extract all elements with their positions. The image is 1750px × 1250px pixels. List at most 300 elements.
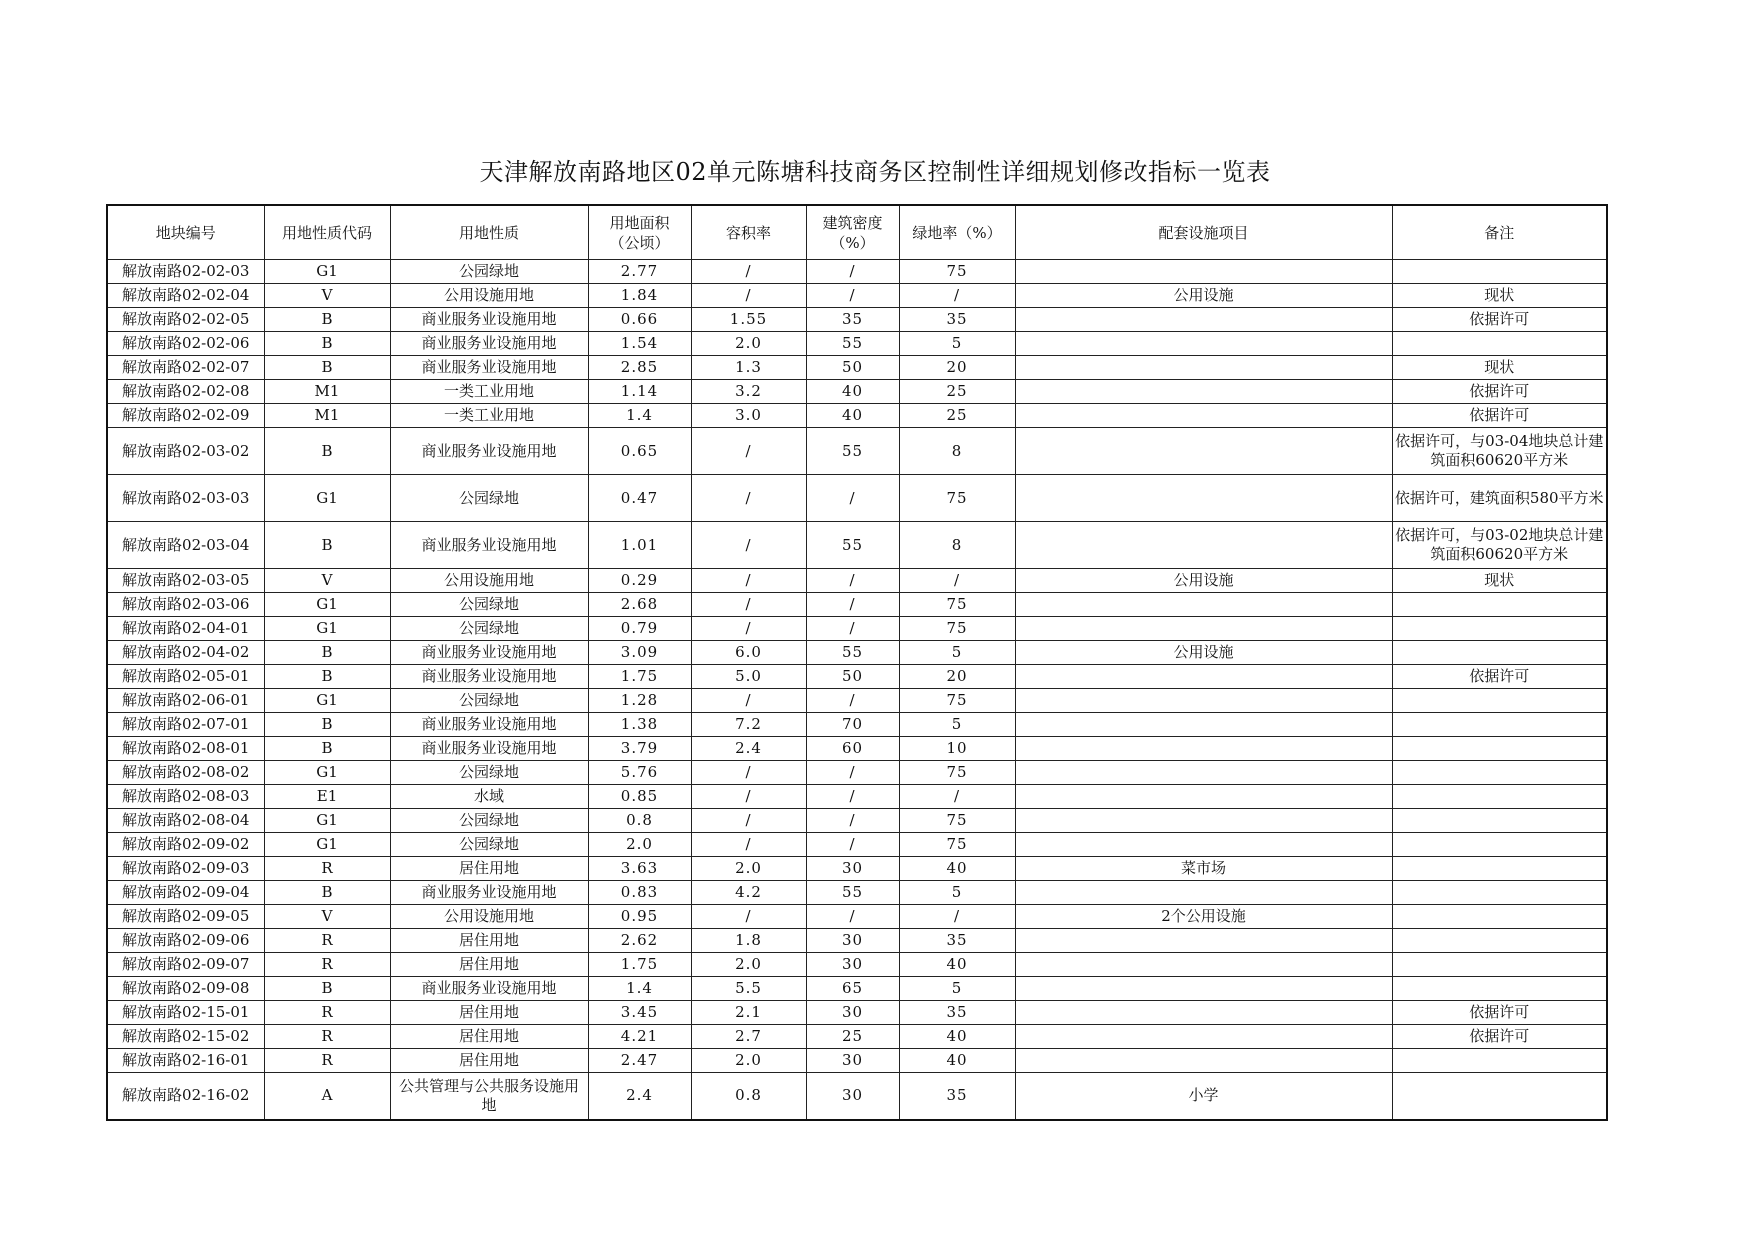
col-header-land-code: 用地性质代码 [264, 205, 390, 260]
cell-area: 1.4 [588, 404, 691, 428]
cell-density: / [806, 617, 899, 641]
table-row [107, 953, 1607, 977]
cell-land-code: B [264, 713, 390, 737]
cell-land-use: 商业服务业设施用地 [390, 737, 588, 761]
cell-land-code: R [264, 1025, 390, 1049]
cell-plot-id: 解放南路02-05-01 [107, 665, 264, 689]
cell-area: 0.47 [588, 475, 691, 522]
cell-far: / [691, 809, 806, 833]
cell-far: / [691, 569, 806, 593]
cell-green-rate: 35 [899, 929, 1015, 953]
cell-area: 1.38 [588, 713, 691, 737]
cell-far: 1.8 [691, 929, 806, 953]
cell-land-use: 公共管理与公共服务设施用地 [390, 1073, 588, 1120]
cell-far: / [691, 428, 806, 475]
cell-density: 55 [806, 428, 899, 475]
cell-land-code: B [264, 977, 390, 1001]
cell-land-code: B [264, 522, 390, 569]
cell-far: / [691, 593, 806, 617]
cell-land-use: 一类工业用地 [390, 380, 588, 404]
cell-area: 2.77 [588, 260, 691, 284]
cell-area: 2.47 [588, 1049, 691, 1073]
cell-area: 0.83 [588, 881, 691, 905]
cell-land-use: 公园绿地 [390, 689, 588, 713]
cell-area: 3.79 [588, 737, 691, 761]
cell-density: 55 [806, 641, 899, 665]
col-header-remarks: 备注 [1392, 205, 1607, 260]
table-row [107, 713, 1607, 737]
cell-plot-id: 解放南路02-03-02 [107, 428, 264, 475]
cell-land-code: V [264, 569, 390, 593]
cell-far: 4.2 [691, 881, 806, 905]
cell-green-rate: 5 [899, 641, 1015, 665]
cell-land-use: 商业服务业设施用地 [390, 356, 588, 380]
cell-land-use: 居住用地 [390, 1001, 588, 1025]
cell-density: / [806, 593, 899, 617]
cell-facilities [1015, 404, 1392, 428]
cell-density: / [806, 905, 899, 929]
cell-far: 5.5 [691, 977, 806, 1001]
cell-green-rate: 25 [899, 380, 1015, 404]
cell-facilities [1015, 689, 1392, 713]
cell-plot-id: 解放南路02-09-03 [107, 857, 264, 881]
cell-remarks: 依据许可，与03-02地块总计建筑面积60620平方米 [1392, 522, 1607, 569]
cell-plot-id: 解放南路02-08-01 [107, 737, 264, 761]
cell-plot-id: 解放南路02-15-02 [107, 1025, 264, 1049]
table-row [107, 356, 1607, 380]
col-header-density: 建筑密度 （%） [806, 205, 899, 260]
cell-remarks: 依据许可 [1392, 404, 1607, 428]
cell-plot-id: 解放南路02-02-06 [107, 332, 264, 356]
cell-density: / [806, 761, 899, 785]
table-row [107, 737, 1607, 761]
cell-green-rate: 75 [899, 833, 1015, 857]
cell-plot-id: 解放南路02-02-07 [107, 356, 264, 380]
cell-green-rate: 40 [899, 953, 1015, 977]
table-row [107, 761, 1607, 785]
cell-facilities [1015, 881, 1392, 905]
cell-remarks [1392, 332, 1607, 356]
cell-area: 1.4 [588, 977, 691, 1001]
col-header-land-use: 用地性质 [390, 205, 588, 260]
cell-area: 1.14 [588, 380, 691, 404]
cell-land-code: B [264, 308, 390, 332]
table-row [107, 404, 1607, 428]
cell-area: 3.09 [588, 641, 691, 665]
cell-remarks [1392, 713, 1607, 737]
cell-land-use: 水域 [390, 785, 588, 809]
cell-plot-id: 解放南路02-16-02 [107, 1073, 264, 1120]
cell-green-rate: 10 [899, 737, 1015, 761]
cell-area: 0.65 [588, 428, 691, 475]
cell-density: 40 [806, 404, 899, 428]
cell-plot-id: 解放南路02-09-02 [107, 833, 264, 857]
cell-area: 1.54 [588, 332, 691, 356]
cell-land-use: 公园绿地 [390, 617, 588, 641]
cell-land-use: 一类工业用地 [390, 404, 588, 428]
cell-facilities [1015, 356, 1392, 380]
cell-land-use: 商业服务业设施用地 [390, 308, 588, 332]
table-row [107, 809, 1607, 833]
cell-green-rate: 35 [899, 308, 1015, 332]
cell-land-use: 商业服务业设施用地 [390, 332, 588, 356]
cell-density: / [806, 475, 899, 522]
cell-density: 30 [806, 857, 899, 881]
cell-facilities: 2个公用设施 [1015, 905, 1392, 929]
table-row [107, 522, 1607, 569]
cell-facilities [1015, 380, 1392, 404]
cell-far: 2.0 [691, 857, 806, 881]
cell-far: / [691, 761, 806, 785]
cell-area: 1.84 [588, 284, 691, 308]
cell-plot-id: 解放南路02-02-05 [107, 308, 264, 332]
cell-green-rate: 35 [899, 1073, 1015, 1120]
cell-remarks [1392, 809, 1607, 833]
cell-green-rate: 35 [899, 1001, 1015, 1025]
cell-remarks [1392, 953, 1607, 977]
cell-green-rate: / [899, 284, 1015, 308]
cell-density: 50 [806, 665, 899, 689]
cell-land-code: M1 [264, 404, 390, 428]
cell-land-use: 公园绿地 [390, 475, 588, 522]
col-header-plot-id: 地块编号 [107, 205, 264, 260]
cell-land-code: G1 [264, 689, 390, 713]
cell-facilities [1015, 593, 1392, 617]
table-row [107, 332, 1607, 356]
cell-density: / [806, 809, 899, 833]
cell-land-code: B [264, 428, 390, 475]
cell-remarks: 依据许可，建筑面积580平方米 [1392, 475, 1607, 522]
cell-far: 3.2 [691, 380, 806, 404]
cell-far: 1.55 [691, 308, 806, 332]
cell-plot-id: 解放南路02-04-02 [107, 641, 264, 665]
cell-land-code: V [264, 905, 390, 929]
cell-land-code: G1 [264, 593, 390, 617]
table-row [107, 308, 1607, 332]
cell-facilities [1015, 1049, 1392, 1073]
cell-far: / [691, 617, 806, 641]
cell-area: 1.28 [588, 689, 691, 713]
cell-area: 0.85 [588, 785, 691, 809]
cell-green-rate: 75 [899, 689, 1015, 713]
cell-area: 1.75 [588, 953, 691, 977]
cell-remarks [1392, 617, 1607, 641]
col-header-green-rate: 绿地率（%） [899, 205, 1015, 260]
cell-green-rate: 8 [899, 522, 1015, 569]
cell-remarks [1392, 785, 1607, 809]
cell-land-use: 商业服务业设施用地 [390, 665, 588, 689]
cell-land-code: M1 [264, 380, 390, 404]
cell-plot-id: 解放南路02-08-04 [107, 809, 264, 833]
table-row [107, 689, 1607, 713]
cell-land-code: G1 [264, 833, 390, 857]
cell-remarks [1392, 857, 1607, 881]
cell-land-use: 商业服务业设施用地 [390, 428, 588, 475]
cell-density: 30 [806, 929, 899, 953]
cell-remarks: 依据许可 [1392, 665, 1607, 689]
cell-remarks: 依据许可 [1392, 308, 1607, 332]
cell-land-code: E1 [264, 785, 390, 809]
col-header-far: 容积率 [691, 205, 806, 260]
cell-land-use: 商业服务业设施用地 [390, 641, 588, 665]
cell-facilities [1015, 1001, 1392, 1025]
cell-plot-id: 解放南路02-09-07 [107, 953, 264, 977]
cell-land-use: 公用设施用地 [390, 905, 588, 929]
cell-facilities [1015, 475, 1392, 522]
cell-plot-id: 解放南路02-02-03 [107, 260, 264, 284]
cell-density: 65 [806, 977, 899, 1001]
cell-area: 2.4 [588, 1073, 691, 1120]
table-row [107, 881, 1607, 905]
cell-land-code: R [264, 929, 390, 953]
cell-facilities [1015, 1025, 1392, 1049]
cell-far: 0.8 [691, 1073, 806, 1120]
table-row [107, 617, 1607, 641]
cell-area: 0.66 [588, 308, 691, 332]
cell-density: 25 [806, 1025, 899, 1049]
cell-land-use: 商业服务业设施用地 [390, 522, 588, 569]
cell-far: 2.4 [691, 737, 806, 761]
cell-density: / [806, 284, 899, 308]
header-row [107, 205, 1607, 260]
cell-density: 30 [806, 953, 899, 977]
cell-far: 6.0 [691, 641, 806, 665]
cell-land-code: B [264, 881, 390, 905]
cell-far: 2.0 [691, 332, 806, 356]
cell-facilities [1015, 428, 1392, 475]
cell-facilities [1015, 713, 1392, 737]
col-header-facilities: 配套设施项目 [1015, 205, 1392, 260]
cell-green-rate: / [899, 905, 1015, 929]
cell-density: 30 [806, 1001, 899, 1025]
cell-density: 50 [806, 356, 899, 380]
cell-facilities [1015, 977, 1392, 1001]
cell-land-code: A [264, 1073, 390, 1120]
cell-land-code: G1 [264, 617, 390, 641]
cell-area: 0.95 [588, 905, 691, 929]
cell-remarks [1392, 881, 1607, 905]
cell-facilities [1015, 929, 1392, 953]
cell-density: 55 [806, 881, 899, 905]
cell-green-rate: 25 [899, 404, 1015, 428]
table-row [107, 380, 1607, 404]
table-row [107, 1001, 1607, 1025]
cell-green-rate: 40 [899, 857, 1015, 881]
cell-facilities [1015, 617, 1392, 641]
cell-plot-id: 解放南路02-03-06 [107, 593, 264, 617]
cell-land-use: 公园绿地 [390, 260, 588, 284]
cell-remarks [1392, 593, 1607, 617]
cell-facilities [1015, 761, 1392, 785]
cell-far: 2.0 [691, 1049, 806, 1073]
table-row [107, 1025, 1607, 1049]
cell-green-rate: 20 [899, 356, 1015, 380]
cell-land-code: V [264, 284, 390, 308]
cell-density: / [806, 689, 899, 713]
cell-area: 2.68 [588, 593, 691, 617]
cell-area: 0.8 [588, 809, 691, 833]
cell-facilities [1015, 308, 1392, 332]
cell-remarks [1392, 641, 1607, 665]
cell-land-use: 公园绿地 [390, 833, 588, 857]
table-row [107, 1049, 1607, 1073]
cell-land-code: G1 [264, 260, 390, 284]
cell-far: / [691, 689, 806, 713]
indicator-table [106, 204, 1608, 1121]
cell-facilities [1015, 522, 1392, 569]
cell-land-code: B [264, 737, 390, 761]
cell-green-rate: 75 [899, 617, 1015, 641]
cell-plot-id: 解放南路02-03-03 [107, 475, 264, 522]
table-row [107, 905, 1607, 929]
cell-plot-id: 解放南路02-09-06 [107, 929, 264, 953]
cell-land-use: 居住用地 [390, 1025, 588, 1049]
cell-density: 30 [806, 1073, 899, 1120]
cell-area: 4.21 [588, 1025, 691, 1049]
cell-remarks [1392, 689, 1607, 713]
col-header-area: 用地面积 （公顷） [588, 205, 691, 260]
cell-plot-id: 解放南路02-08-03 [107, 785, 264, 809]
cell-density: 30 [806, 1049, 899, 1073]
cell-facilities: 公用设施 [1015, 569, 1392, 593]
table-row [107, 785, 1607, 809]
cell-green-rate: 8 [899, 428, 1015, 475]
table-row [107, 977, 1607, 1001]
cell-facilities [1015, 785, 1392, 809]
cell-green-rate: / [899, 569, 1015, 593]
cell-density: / [806, 569, 899, 593]
cell-land-use: 公园绿地 [390, 809, 588, 833]
cell-green-rate: 5 [899, 332, 1015, 356]
cell-remarks: 依据许可，与03-04地块总计建筑面积60620平方米 [1392, 428, 1607, 475]
table-row [107, 929, 1607, 953]
cell-green-rate: 75 [899, 593, 1015, 617]
cell-green-rate: 75 [899, 809, 1015, 833]
cell-density: / [806, 833, 899, 857]
cell-land-code: G1 [264, 761, 390, 785]
cell-green-rate: 75 [899, 475, 1015, 522]
cell-far: / [691, 260, 806, 284]
table-row [107, 641, 1607, 665]
cell-far: / [691, 284, 806, 308]
cell-land-use: 商业服务业设施用地 [390, 977, 588, 1001]
cell-green-rate: 20 [899, 665, 1015, 689]
cell-land-use: 商业服务业设施用地 [390, 713, 588, 737]
cell-plot-id: 解放南路02-03-05 [107, 569, 264, 593]
cell-land-use: 商业服务业设施用地 [390, 881, 588, 905]
cell-facilities [1015, 833, 1392, 857]
cell-land-code: R [264, 1001, 390, 1025]
cell-density: 35 [806, 308, 899, 332]
cell-green-rate: 40 [899, 1049, 1015, 1073]
cell-remarks [1392, 977, 1607, 1001]
cell-density: 60 [806, 737, 899, 761]
cell-far: 2.0 [691, 953, 806, 977]
cell-plot-id: 解放南路02-08-02 [107, 761, 264, 785]
cell-facilities: 菜市场 [1015, 857, 1392, 881]
cell-area: 1.01 [588, 522, 691, 569]
cell-remarks [1392, 761, 1607, 785]
table-row [107, 665, 1607, 689]
cell-green-rate: 40 [899, 1025, 1015, 1049]
cell-land-use: 居住用地 [390, 1049, 588, 1073]
cell-far: / [691, 522, 806, 569]
table-row [107, 857, 1607, 881]
cell-remarks [1392, 929, 1607, 953]
cell-land-code: B [264, 665, 390, 689]
cell-density: 55 [806, 332, 899, 356]
cell-far: / [691, 833, 806, 857]
page-title: 天津解放南路地区02单元陈塘科技商务区控制性详细规划修改指标一览表 [479, 158, 1271, 186]
cell-green-rate: 5 [899, 713, 1015, 737]
cell-far: 3.0 [691, 404, 806, 428]
table-row [107, 569, 1607, 593]
cell-area: 2.85 [588, 356, 691, 380]
cell-land-code: B [264, 356, 390, 380]
cell-plot-id: 解放南路02-02-04 [107, 284, 264, 308]
cell-facilities: 公用设施 [1015, 284, 1392, 308]
cell-remarks [1392, 737, 1607, 761]
cell-land-use: 居住用地 [390, 953, 588, 977]
cell-land-use: 居住用地 [390, 929, 588, 953]
cell-land-use: 公用设施用地 [390, 569, 588, 593]
cell-area: 3.63 [588, 857, 691, 881]
cell-area: 1.75 [588, 665, 691, 689]
cell-remarks: 依据许可 [1392, 380, 1607, 404]
cell-green-rate: / [899, 785, 1015, 809]
cell-plot-id: 解放南路02-02-09 [107, 404, 264, 428]
table-row [107, 593, 1607, 617]
cell-plot-id: 解放南路02-15-01 [107, 1001, 264, 1025]
cell-plot-id: 解放南路02-16-01 [107, 1049, 264, 1073]
cell-remarks: 依据许可 [1392, 1001, 1607, 1025]
cell-remarks: 现状 [1392, 284, 1607, 308]
cell-land-code: G1 [264, 475, 390, 522]
cell-far: / [691, 785, 806, 809]
cell-plot-id: 解放南路02-09-05 [107, 905, 264, 929]
cell-facilities: 小学 [1015, 1073, 1392, 1120]
cell-remarks: 现状 [1392, 356, 1607, 380]
cell-facilities [1015, 953, 1392, 977]
cell-facilities: 公用设施 [1015, 641, 1392, 665]
cell-land-use: 公园绿地 [390, 593, 588, 617]
cell-area: 3.45 [588, 1001, 691, 1025]
cell-remarks: 依据许可 [1392, 1025, 1607, 1049]
cell-density: 55 [806, 522, 899, 569]
cell-far: / [691, 905, 806, 929]
table-row [107, 475, 1607, 522]
table-row [107, 428, 1607, 475]
cell-area: 0.29 [588, 569, 691, 593]
cell-far: 1.3 [691, 356, 806, 380]
cell-green-rate: 5 [899, 977, 1015, 1001]
cell-far: 2.1 [691, 1001, 806, 1025]
cell-land-use: 公用设施用地 [390, 284, 588, 308]
cell-plot-id: 解放南路02-06-01 [107, 689, 264, 713]
cell-land-code: G1 [264, 809, 390, 833]
cell-area: 2.0 [588, 833, 691, 857]
cell-density: / [806, 260, 899, 284]
cell-density: 40 [806, 380, 899, 404]
cell-remarks [1392, 1049, 1607, 1073]
cell-area: 5.76 [588, 761, 691, 785]
cell-area: 2.62 [588, 929, 691, 953]
cell-plot-id: 解放南路02-09-04 [107, 881, 264, 905]
cell-facilities [1015, 665, 1392, 689]
cell-far: 2.7 [691, 1025, 806, 1049]
cell-land-code: B [264, 332, 390, 356]
cell-plot-id: 解放南路02-03-04 [107, 522, 264, 569]
